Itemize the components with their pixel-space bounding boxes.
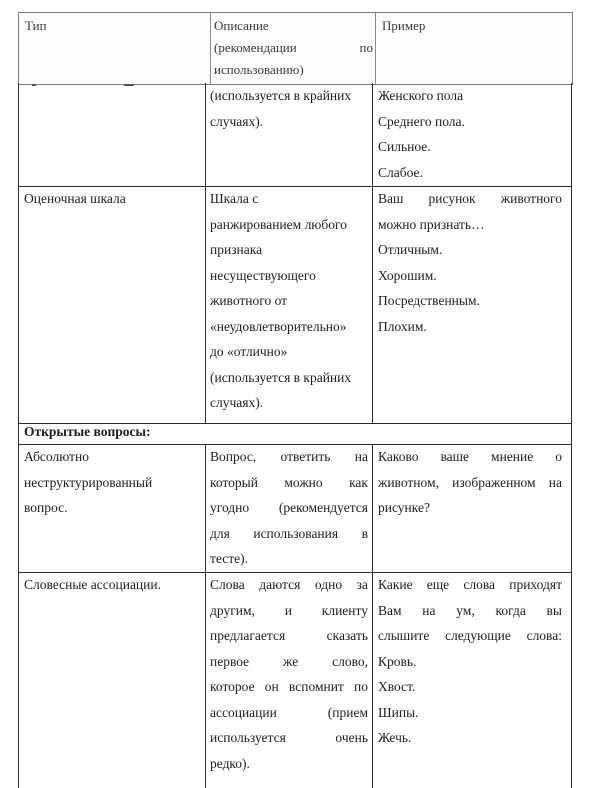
table-header	[18, 12, 573, 85]
scale-type: Оценочная шкала	[24, 191, 126, 206]
cropped-text-remnant	[30, 83, 150, 87]
assoc-description: Слова даются одно за другим, и клиенту предлагается сказать первое же слово, которое он вспомнит по ассоциации (прием используется очень редко).	[210, 577, 368, 771]
table-border-right	[571, 83, 572, 788]
assoc-type: Словесные ассоциации.	[24, 577, 161, 592]
scale-description: Шкала с ранжированием любого признака несуществующего животного от «неудовлетворительно» до «отлично» (используется в крайних случаях).	[210, 191, 352, 410]
continuation-example: Женского пола Среднего пола. Сильное. Слабое.	[378, 88, 465, 180]
table-divider-1	[205, 83, 206, 423]
table-border-left	[18, 83, 19, 788]
assoc-example: Какие еще слова приходят Вам на ум, когда вы слышите следующие слова: Кровь. Хвост. Шипы. Жечь.	[378, 577, 562, 745]
section-heading-open-questions: Открытые вопросы:	[24, 424, 151, 439]
unstructured-description: Вопрос, ответить на который можно как угодно (рекомендуется для использования в тесте).	[210, 449, 368, 566]
header-description: Описание (рекомендации по использованию)	[210, 13, 377, 84]
header-type: Тип	[25, 18, 47, 33]
continuation-description: (используется в крайних случаях).	[210, 88, 352, 129]
header-example: Пример	[375, 13, 571, 84]
table-divider-2b	[372, 444, 373, 788]
unstructured-type: Абсолютно неструктурированный вопрос.	[24, 449, 153, 515]
unstructured-example: Каково ваше мнение о животном, изображенном на рисунке?	[378, 449, 562, 515]
table-divider-1b	[205, 444, 206, 788]
table-divider-2	[372, 83, 373, 423]
scale-example: Ваш рисунок животного можно признать… Отличным. Хорошим. Посредственным. Плохим.	[378, 191, 562, 334]
